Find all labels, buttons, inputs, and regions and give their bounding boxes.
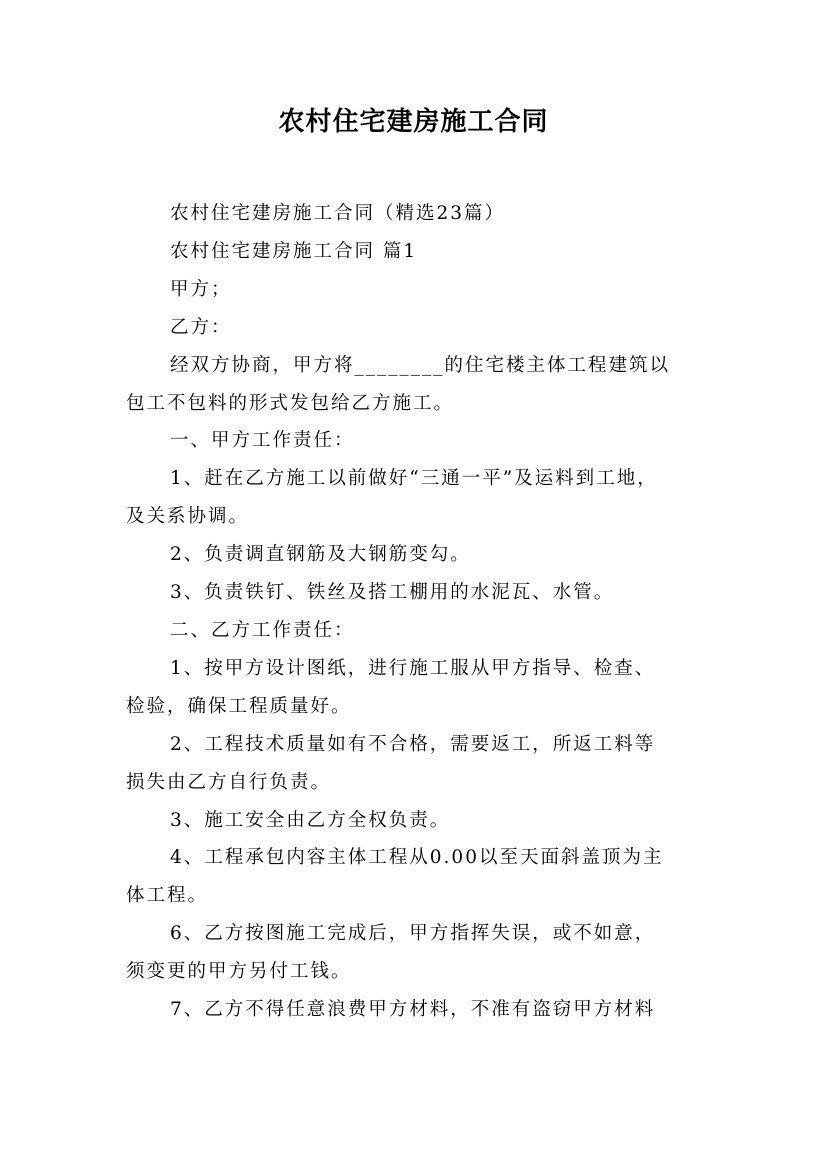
party-a-duty-2: 2、负责调直钢筋及大钢筋变勾。 (170, 544, 471, 566)
party-b-duty-1-line-1: 1、按甲方设计图纸，进行施工服从甲方指导、检查、 (170, 657, 656, 679)
party-b-duty-6-line-2: 须变更的甲方另付工钱。 (126, 961, 352, 983)
paragraph-party-a: 甲方； (170, 278, 232, 300)
heading-party-a-duties: 一、甲方工作责任： (170, 430, 355, 452)
party-a-duty-1-line-2: 及关系协调。 (126, 506, 250, 528)
party-b-duty-7-line-1: 7、乙方不得任意浪费甲方材料，不准有盗窃甲方材料 (170, 999, 656, 1021)
party-b-duty-6-line-1: 6、乙方按图施工完成后，甲方指挥失误，或不如意， (170, 923, 656, 945)
party-b-duty-4-line-1: 4、工程承包内容主体工程从0.00以至天面斜盖顶为主 (170, 847, 664, 869)
document-title: 农村住宅建房施工合同 (278, 107, 549, 137)
document-body (126, 195, 726, 1029)
party-b-duty-1-line-2: 检验，确保工程质量好。 (126, 695, 352, 717)
party-b-duty-2-line-2: 损失由乙方自行负责。 (126, 771, 332, 793)
party-b-duty-3: 3、施工安全由乙方全权负责。 (170, 809, 451, 831)
paragraph-agreement-line-2: 包工不包料的形式发包给乙方施工。 (126, 392, 455, 414)
party-b-duty-2-line-1: 2、工程技术质量如有不合格，需要返工，所返工料等 (170, 733, 656, 755)
paragraph-section-heading: 农村住宅建房施工合同 篇1 (170, 240, 418, 262)
paragraph-party-b: 乙方： (170, 316, 232, 338)
paragraph-subtitle: 农村住宅建房施工合同（精选23篇） (170, 203, 506, 224)
heading-party-b-duties: 二、乙方工作责任： (170, 619, 355, 641)
party-b-duty-4-line-2: 体工程。 (126, 885, 209, 907)
party-a-duty-1-line-1: 1、赶在乙方施工以前做好“三通一平”及运料到工地， (170, 468, 658, 490)
paragraph-agreement-line-1: 经双方协商，甲方将________的住宅楼主体工程建筑以 (170, 354, 671, 376)
party-a-duty-3: 3、负责铁钉、铁丝及搭工棚用的水泥瓦、水管。 (170, 582, 615, 604)
